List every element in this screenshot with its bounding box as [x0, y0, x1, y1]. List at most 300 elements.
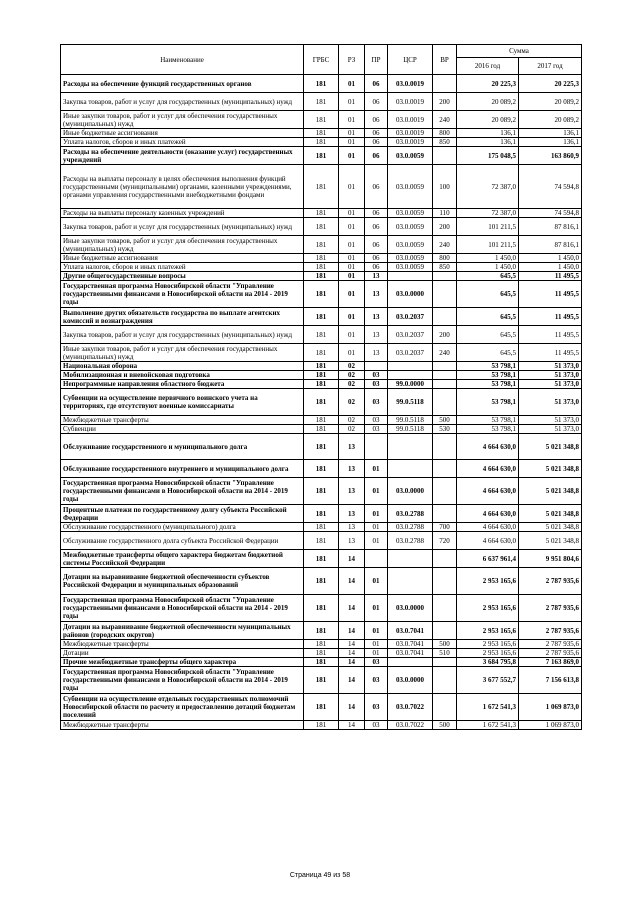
row-rz: 14 — [339, 568, 365, 595]
row-sum-2017: 11 495,5 — [519, 344, 582, 362]
row-sum-2017: 5 021 348,8 — [519, 478, 582, 505]
table-row — [61, 218, 582, 236]
row-pr: 06 — [365, 209, 388, 218]
table-row — [61, 165, 582, 209]
row-pr: 13 — [365, 281, 388, 308]
row-pr: 06 — [365, 138, 388, 147]
row-sum-2017: 5 021 348,8 — [519, 523, 582, 532]
row-pr: 03 — [365, 667, 388, 694]
row-rz: 01 — [339, 138, 365, 147]
row-sum-2017: 136,1 — [519, 129, 582, 138]
header-name: Наименование — [61, 45, 304, 75]
budget-table — [60, 44, 582, 730]
table-row — [61, 326, 582, 344]
table-row — [61, 263, 582, 272]
row-pr: 01 — [365, 640, 388, 649]
row-sum-2017: 20 089,2 — [519, 111, 582, 129]
row-name: Государственная программа Новосибирской области "Управление государственными финансами в Новосибирской области на 2014 - 2019 годы — [61, 478, 304, 505]
row-sum-2017: 136,1 — [519, 138, 582, 147]
row-rz: 13 — [339, 434, 365, 460]
row-pr: 13 — [365, 326, 388, 344]
row-vr: 200 — [433, 218, 457, 236]
row-csr: 03.0.7041 — [388, 640, 433, 649]
row-pr: 06 — [365, 111, 388, 129]
row-sum-2016: 645,5 — [457, 281, 519, 308]
header-rz: РЗ — [339, 45, 365, 75]
row-name: Дотации — [61, 649, 304, 658]
table-row — [61, 568, 582, 595]
row-vr: 720 — [433, 532, 457, 550]
row-rz: 01 — [339, 308, 365, 326]
header-csr: ЦСР — [388, 45, 433, 75]
row-name: Государственная программа Новосибирской области "Управление государственными финансами в Новосибирской области на 2014 - 2019 годы — [61, 595, 304, 622]
row-pr: 06 — [365, 147, 388, 165]
row-grbs: 181 — [304, 129, 339, 138]
row-sum-2017: 87 816,1 — [519, 236, 582, 254]
row-grbs: 181 — [304, 505, 339, 523]
row-name: Обслуживание государственного внутреннего и муниципального долга — [61, 460, 304, 478]
row-pr: 03 — [365, 416, 388, 425]
row-vr — [433, 389, 457, 416]
row-sum-2016: 136,1 — [457, 138, 519, 147]
row-sum-2017: 51 373,0 — [519, 389, 582, 416]
row-sum-2017: 2 787 935,6 — [519, 640, 582, 649]
row-sum-2017: 20 089,2 — [519, 93, 582, 111]
budget-table-page — [60, 44, 581, 730]
row-pr: 01 — [365, 622, 388, 640]
row-sum-2017: 5 021 348,8 — [519, 532, 582, 550]
row-pr: 01 — [365, 568, 388, 595]
row-vr — [433, 622, 457, 640]
table-row — [61, 380, 582, 389]
table-row — [61, 138, 582, 147]
row-vr: 800 — [433, 129, 457, 138]
row-vr — [433, 147, 457, 165]
row-csr — [388, 434, 433, 460]
row-pr: 06 — [365, 93, 388, 111]
row-sum-2016: 53 798,1 — [457, 416, 519, 425]
row-name: Дотации на выравнивание бюджетной обеспеченности муниципальных районов (городских округов) — [61, 622, 304, 640]
row-name: Межбюджетные трансферты — [61, 721, 304, 730]
table-row — [61, 478, 582, 505]
page-number: Страница 49 из 58 — [289, 872, 351, 879]
row-pr: 03 — [365, 380, 388, 389]
row-vr: 530 — [433, 425, 457, 434]
row-grbs: 181 — [304, 568, 339, 595]
row-vr: 850 — [433, 138, 457, 147]
row-sum-2017: 9 951 804,6 — [519, 550, 582, 568]
row-rz: 13 — [339, 505, 365, 523]
row-csr: 03.0.0019 — [388, 93, 433, 111]
row-vr: 240 — [433, 111, 457, 129]
row-sum-2017: 2 787 935,6 — [519, 622, 582, 640]
row-rz: 13 — [339, 523, 365, 532]
row-csr — [388, 550, 433, 568]
row-pr: 06 — [365, 263, 388, 272]
row-rz: 01 — [339, 147, 365, 165]
header-year-2017: 2017 год — [519, 58, 582, 75]
row-vr: 240 — [433, 236, 457, 254]
row-pr: 03 — [365, 389, 388, 416]
row-rz: 02 — [339, 425, 365, 434]
row-sum-2016: 2 953 165,6 — [457, 595, 519, 622]
header-vr: ВР — [433, 45, 457, 75]
table-row — [61, 362, 582, 371]
row-grbs: 181 — [304, 478, 339, 505]
row-name: Межбюджетные трансферты — [61, 640, 304, 649]
row-grbs: 181 — [304, 380, 339, 389]
row-sum-2016: 20 225,3 — [457, 75, 519, 93]
row-csr: 03.0.0059 — [388, 218, 433, 236]
row-pr: 13 — [365, 308, 388, 326]
table-row — [61, 667, 582, 694]
table-row — [61, 129, 582, 138]
row-csr: 03.0.7022 — [388, 721, 433, 730]
row-name: Межбюджетные трансферты общего характера бюджетам бюджетной системы Российской Федерации — [61, 550, 304, 568]
row-name: Иные закупки товаров, работ и услуг для обеспечения государственных (муниципальных) нужд — [61, 344, 304, 362]
row-sum-2016: 3 677 552,7 — [457, 667, 519, 694]
row-sum-2016: 53 798,1 — [457, 389, 519, 416]
row-sum-2017: 11 495,5 — [519, 326, 582, 344]
row-name: Мобилизационная и вневойсковая подготовка — [61, 371, 304, 380]
row-sum-2016: 20 089,2 — [457, 93, 519, 111]
row-csr: 03.0.0059 — [388, 165, 433, 209]
row-sum-2016: 1 450,0 — [457, 254, 519, 263]
row-csr: 03.0.7041 — [388, 649, 433, 658]
row-sum-2017: 7 156 613,8 — [519, 667, 582, 694]
row-csr: 03.0.0000 — [388, 281, 433, 308]
row-rz: 01 — [339, 93, 365, 111]
row-pr: 01 — [365, 460, 388, 478]
row-csr: 03.0.0019 — [388, 138, 433, 147]
row-vr — [433, 505, 457, 523]
row-rz: 14 — [339, 721, 365, 730]
row-sum-2016: 53 798,1 — [457, 371, 519, 380]
row-sum-2017: 2 787 935,6 — [519, 649, 582, 658]
row-sum-2016: 4 664 630,0 — [457, 478, 519, 505]
row-pr: 06 — [365, 254, 388, 263]
row-name: Иные бюджетные ассигнования — [61, 254, 304, 263]
row-vr — [433, 460, 457, 478]
row-name: Другие общегосударственные вопросы — [61, 272, 304, 281]
row-grbs: 181 — [304, 344, 339, 362]
row-csr: 03.0.0059 — [388, 147, 433, 165]
row-name: Расходы на выплаты персоналу в целях обеспечения выполнения функций государственными (муниципальными) органами, казенными учреждениями, органами управления государственными внебюджетными фондами — [61, 165, 304, 209]
row-name: Иные бюджетные ассигнования — [61, 129, 304, 138]
row-grbs: 181 — [304, 111, 339, 129]
row-rz: 14 — [339, 649, 365, 658]
table-row — [61, 236, 582, 254]
row-name: Государственная программа Новосибирской области "Управление государственными финансами в Новосибирской области на 2014 - 2019 годы — [61, 281, 304, 308]
table-row — [61, 640, 582, 649]
row-rz: 01 — [339, 111, 365, 129]
row-grbs: 181 — [304, 523, 339, 532]
row-grbs: 181 — [304, 595, 339, 622]
row-csr: 03.0.2788 — [388, 505, 433, 523]
row-name: Уплата налогов, сборов и иных платежей — [61, 263, 304, 272]
table-row — [61, 425, 582, 434]
table-row — [61, 93, 582, 111]
row-grbs: 181 — [304, 308, 339, 326]
row-csr: 03.0.0059 — [388, 263, 433, 272]
row-sum-2016: 2 953 165,6 — [457, 622, 519, 640]
row-sum-2016: 3 684 795,8 — [457, 658, 519, 667]
row-vr: 500 — [433, 721, 457, 730]
row-pr — [365, 434, 388, 460]
row-sum-2017: 51 373,0 — [519, 362, 582, 371]
row-csr: 03.0.0000 — [388, 667, 433, 694]
row-csr: 99.0.5118 — [388, 416, 433, 425]
row-csr: 03.0.0000 — [388, 595, 433, 622]
table-row — [61, 434, 582, 460]
row-rz: 01 — [339, 254, 365, 263]
row-name: Процентные платежи по государственному долгу субъекта Российской Федерации — [61, 505, 304, 523]
row-sum-2016: 4 664 630,0 — [457, 532, 519, 550]
row-vr — [433, 550, 457, 568]
row-rz: 02 — [339, 380, 365, 389]
row-grbs: 181 — [304, 649, 339, 658]
row-pr: 01 — [365, 532, 388, 550]
row-vr — [433, 658, 457, 667]
row-rz: 13 — [339, 478, 365, 505]
row-vr — [433, 371, 457, 380]
table-row — [61, 371, 582, 380]
row-sum-2016: 4 664 630,0 — [457, 523, 519, 532]
row-name: Расходы на выплаты персоналу казенных учреждений — [61, 209, 304, 218]
row-sum-2016: 645,5 — [457, 326, 519, 344]
row-grbs: 181 — [304, 667, 339, 694]
row-sum-2017: 5 021 348,8 — [519, 505, 582, 523]
row-sum-2017: 51 373,0 — [519, 416, 582, 425]
row-sum-2016: 101 211,5 — [457, 236, 519, 254]
row-rz: 14 — [339, 640, 365, 649]
row-name: Обслуживание государственного (муниципального) долга — [61, 523, 304, 532]
row-rz: 14 — [339, 667, 365, 694]
row-csr: 03.0.0019 — [388, 111, 433, 129]
row-sum-2017: 74 594,8 — [519, 209, 582, 218]
row-sum-2016: 1 672 541,3 — [457, 721, 519, 730]
row-pr: 01 — [365, 478, 388, 505]
row-grbs: 181 — [304, 138, 339, 147]
row-sum-2016: 645,5 — [457, 344, 519, 362]
row-vr — [433, 478, 457, 505]
row-sum-2017: 1 069 873,0 — [519, 694, 582, 721]
row-rz: 13 — [339, 532, 365, 550]
row-rz: 01 — [339, 236, 365, 254]
row-pr: 06 — [365, 236, 388, 254]
row-pr: 03 — [365, 425, 388, 434]
row-pr: 01 — [365, 649, 388, 658]
row-name: Прочие межбюджетные трансферты общего характера — [61, 658, 304, 667]
row-pr: 01 — [365, 523, 388, 532]
row-vr: 850 — [433, 263, 457, 272]
row-sum-2017: 87 816,1 — [519, 218, 582, 236]
row-sum-2017: 2 787 935,6 — [519, 595, 582, 622]
row-vr — [433, 272, 457, 281]
row-grbs: 181 — [304, 550, 339, 568]
row-grbs: 181 — [304, 434, 339, 460]
table-row — [61, 344, 582, 362]
row-rz: 01 — [339, 263, 365, 272]
row-name: Расходы на обеспечение функций государственных органов — [61, 75, 304, 93]
row-vr: 500 — [433, 640, 457, 649]
row-rz: 01 — [339, 209, 365, 218]
row-name: Закупка товаров, работ и услуг для государственных (муниципальных) нужд — [61, 326, 304, 344]
row-vr — [433, 380, 457, 389]
table-row — [61, 111, 582, 129]
table-row — [61, 389, 582, 416]
row-name: Непрограммные направления областного бюджета — [61, 380, 304, 389]
row-csr — [388, 272, 433, 281]
row-vr: 500 — [433, 416, 457, 425]
row-sum-2017: 1 450,0 — [519, 263, 582, 272]
row-pr — [365, 362, 388, 371]
table-row — [61, 595, 582, 622]
row-rz: 14 — [339, 694, 365, 721]
row-sum-2016: 175 048,5 — [457, 147, 519, 165]
row-sum-2016: 6 637 961,4 — [457, 550, 519, 568]
table-row — [61, 75, 582, 93]
row-grbs: 181 — [304, 272, 339, 281]
table-row — [61, 694, 582, 721]
row-grbs: 181 — [304, 93, 339, 111]
table-row — [61, 254, 582, 263]
header-pr: ПР — [365, 45, 388, 75]
header-year-2016: 2016 год — [457, 58, 519, 75]
row-sum-2017: 51 373,0 — [519, 371, 582, 380]
row-grbs: 181 — [304, 218, 339, 236]
row-csr: 03.0.7041 — [388, 622, 433, 640]
table-row — [61, 416, 582, 425]
row-grbs: 181 — [304, 236, 339, 254]
row-vr — [433, 362, 457, 371]
row-rz: 02 — [339, 416, 365, 425]
row-rz: 13 — [339, 460, 365, 478]
row-grbs: 181 — [304, 416, 339, 425]
row-sum-2016: 4 664 630,0 — [457, 505, 519, 523]
row-csr: 03.0.0059 — [388, 209, 433, 218]
row-sum-2016: 20 089,2 — [457, 111, 519, 129]
row-rz: 02 — [339, 371, 365, 380]
row-rz: 14 — [339, 595, 365, 622]
row-grbs: 181 — [304, 326, 339, 344]
row-vr — [433, 667, 457, 694]
row-pr: 13 — [365, 272, 388, 281]
row-rz: 01 — [339, 272, 365, 281]
row-pr: 03 — [365, 658, 388, 667]
table-row — [61, 272, 582, 281]
row-sum-2016: 1 450,0 — [457, 263, 519, 272]
row-csr: 03.0.7022 — [388, 694, 433, 721]
row-vr — [433, 308, 457, 326]
row-vr: 240 — [433, 344, 457, 362]
row-sum-2016: 4 664 630,0 — [457, 460, 519, 478]
row-csr: 03.0.2037 — [388, 308, 433, 326]
row-csr: 03.0.0059 — [388, 254, 433, 263]
row-sum-2016: 645,5 — [457, 272, 519, 281]
table-row — [61, 308, 582, 326]
row-name: Закупка товаров, работ и услуг для государственных (муниципальных) нужд — [61, 93, 304, 111]
row-grbs: 181 — [304, 75, 339, 93]
row-csr: 03.0.2037 — [388, 344, 433, 362]
row-vr: 200 — [433, 326, 457, 344]
row-rz: 02 — [339, 362, 365, 371]
row-sum-2017: 11 495,5 — [519, 272, 582, 281]
row-csr: 03.0.0059 — [388, 236, 433, 254]
row-sum-2016: 53 798,1 — [457, 380, 519, 389]
row-csr: 03.0.2788 — [388, 523, 433, 532]
row-name: Государственная программа Новосибирской области "Управление государственными финансами в Новосибирской области на 2014 - 2019 годы — [61, 667, 304, 694]
row-csr — [388, 371, 433, 380]
row-sum-2016: 645,5 — [457, 308, 519, 326]
row-sum-2017: 74 594,8 — [519, 165, 582, 209]
row-name: Закупка товаров, работ и услуг для государственных (муниципальных) нужд — [61, 218, 304, 236]
row-sum-2017: 2 787 935,6 — [519, 568, 582, 595]
row-name: Уплата налогов, сборов и иных платежей — [61, 138, 304, 147]
row-name: Расходы на обеспечение деятельности (оказание услуг) государственных учреждений — [61, 147, 304, 165]
row-rz: 14 — [339, 550, 365, 568]
row-rz: 01 — [339, 281, 365, 308]
row-sum-2016: 72 387,0 — [457, 165, 519, 209]
row-csr: 03.0.0019 — [388, 129, 433, 138]
row-sum-2017: 20 225,3 — [519, 75, 582, 93]
row-rz: 01 — [339, 75, 365, 93]
header-grbs: ГРБС — [304, 45, 339, 75]
row-sum-2017: 1 450,0 — [519, 254, 582, 263]
row-pr: 13 — [365, 344, 388, 362]
row-sum-2017: 163 860,9 — [519, 147, 582, 165]
row-rz: 01 — [339, 344, 365, 362]
row-vr — [433, 75, 457, 93]
row-pr: 03 — [365, 694, 388, 721]
row-rz: 14 — [339, 658, 365, 667]
row-grbs: 181 — [304, 425, 339, 434]
row-vr — [433, 595, 457, 622]
table-body — [61, 75, 582, 730]
row-grbs: 181 — [304, 640, 339, 649]
row-name: Выполнение других обязательств государства по выплате агентских комиссий и вознаграждения — [61, 308, 304, 326]
row-sum-2017: 7 163 869,0 — [519, 658, 582, 667]
row-name: Иные закупки товаров, работ и услуг для обеспечения государственных (муниципальных) нужд — [61, 236, 304, 254]
row-vr: 700 — [433, 523, 457, 532]
row-sum-2016: 2 953 165,6 — [457, 640, 519, 649]
row-pr — [365, 550, 388, 568]
row-grbs: 181 — [304, 254, 339, 263]
row-name: Национальная оборона — [61, 362, 304, 371]
row-pr: 06 — [365, 218, 388, 236]
row-grbs: 181 — [304, 721, 339, 730]
row-sum-2017: 11 495,5 — [519, 308, 582, 326]
row-pr: 01 — [365, 505, 388, 523]
row-csr: 99.0.5118 — [388, 389, 433, 416]
table-row — [61, 460, 582, 478]
row-grbs: 181 — [304, 389, 339, 416]
row-sum-2016: 4 664 630,0 — [457, 434, 519, 460]
row-sum-2017: 11 495,5 — [519, 281, 582, 308]
row-sum-2017: 5 021 348,8 — [519, 460, 582, 478]
table-row — [61, 658, 582, 667]
table-row — [61, 505, 582, 523]
row-csr: 03.0.2788 — [388, 532, 433, 550]
table-row — [61, 721, 582, 730]
table-row — [61, 649, 582, 658]
row-name: Обслуживание государственного долга субъекта Российской Федерации — [61, 532, 304, 550]
header-sum: Сумма — [457, 45, 582, 58]
row-vr: 200 — [433, 93, 457, 111]
row-grbs: 181 — [304, 658, 339, 667]
row-sum-2016: 101 211,5 — [457, 218, 519, 236]
row-grbs: 181 — [304, 371, 339, 380]
